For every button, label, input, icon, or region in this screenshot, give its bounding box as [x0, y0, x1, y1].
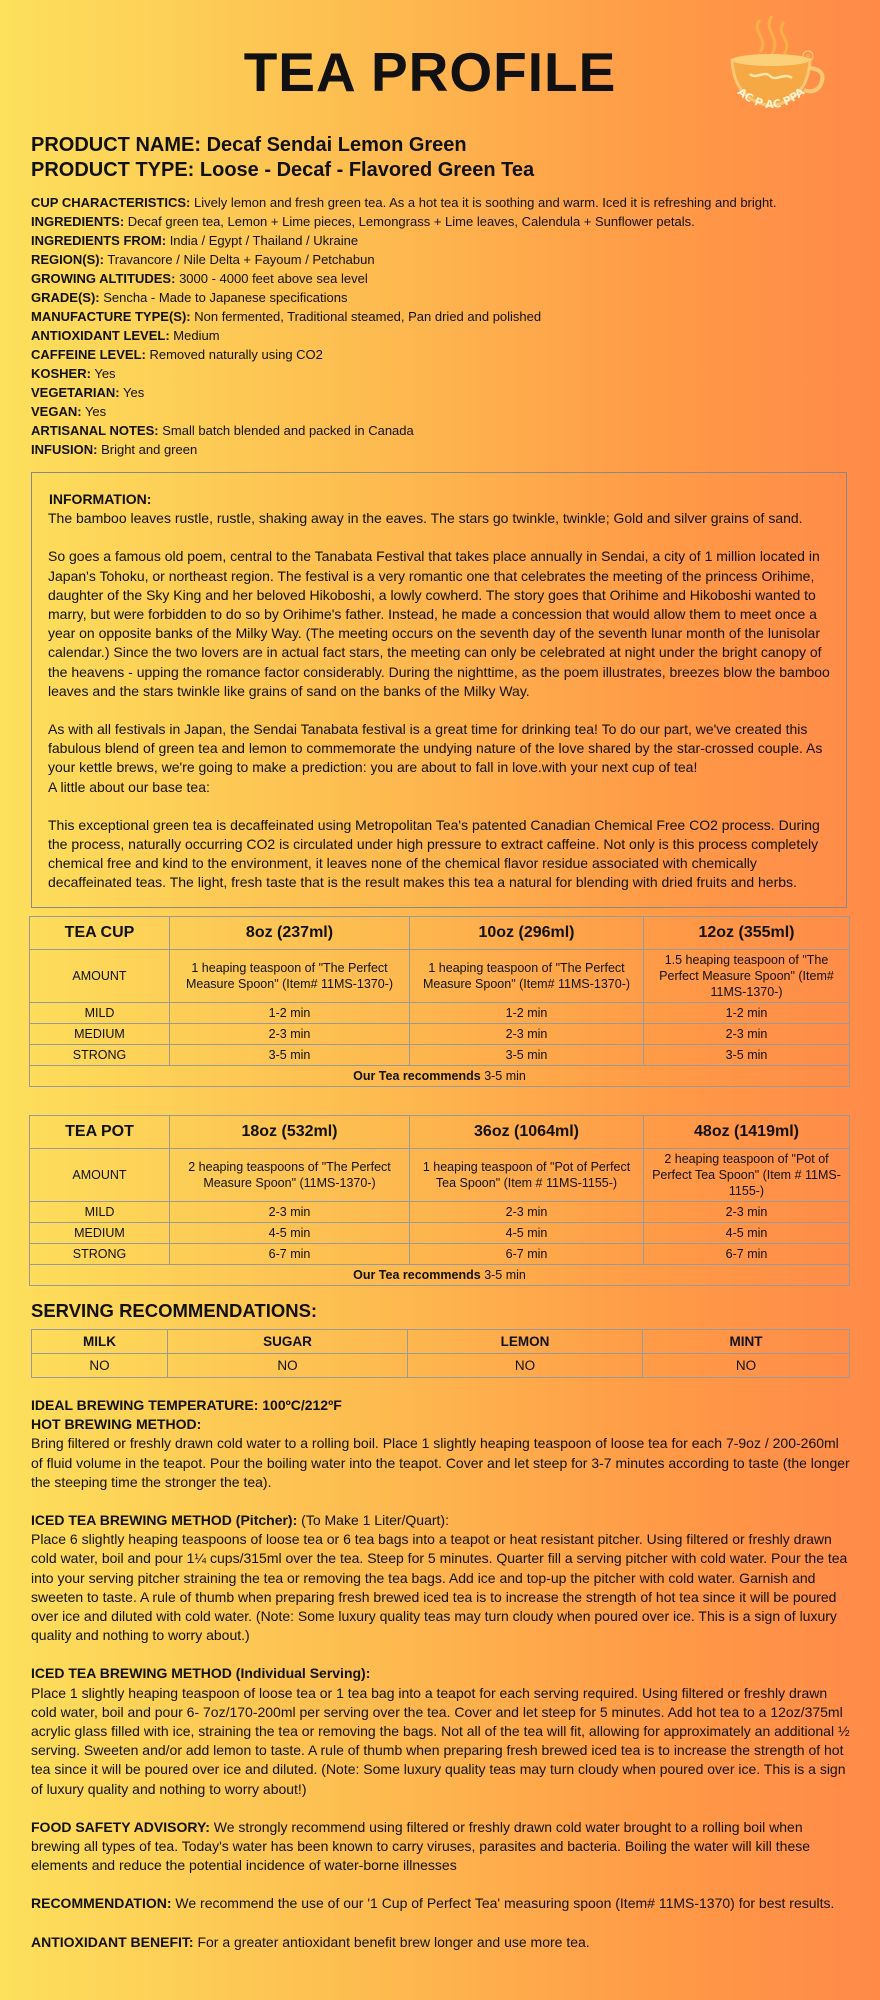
antioxidant-text: For a greater antioxidant benefit brew longer and use more tea.: [197, 1933, 590, 1950]
table-header: MILK: [32, 1330, 168, 1354]
product-type-label: PRODUCT TYPE:: [31, 159, 195, 181]
table-cell: 2-3 min: [644, 1024, 850, 1045]
table-cell: 1 heaping teaspoon of "The Perfect Measure Spoon" (Item# 11MS-1370-): [410, 950, 644, 1003]
table-cell: 6-7 min: [410, 1244, 644, 1265]
information-paragraph: As with all festivals in Japan, the Sendai Tanabata festival is a great time for drinking tea! To do our part, we've created this fabulous blend of green tea and lemon to commemorate the undying nature of the love shared by the star-crossed couple. As your kettle brews, we're going to make a prediction: you are about to fall in love.with your next cup of tea!: [48, 721, 823, 776]
table-header: 10oz (296ml): [410, 917, 644, 950]
product-name-label: PRODUCT NAME:: [31, 134, 201, 156]
table-header: 48oz (1419ml): [644, 1116, 850, 1149]
table-footer-row: [30, 1265, 850, 1286]
table-cell: AMOUNT: [30, 950, 170, 1003]
characteristic-row: MANUFACTURE TYPE(S): Non fermented, Traditional steamed, Pan dried and polished: [31, 309, 542, 324]
table-header: SUGAR: [168, 1330, 408, 1354]
safety-text: We strongly recommend using filtered or freshly drawn cold water brought to a rolling boil when brewing all types of tea. Today's water has been known to carry viruses, parasites and bacteria. Boiling the water will kill these elements and reduce the potential incidence of water-borne illnesses: [31, 1818, 811, 1874]
characteristic-row: ANTIOXIDANT LEVEL: Medium: [31, 328, 220, 343]
recommendation-heading: RECOMMENDATION:: [31, 1895, 172, 1912]
table-cell: 1 heaping teaspoon of "The Perfect Measure Spoon" (Item# 11MS-1370-): [170, 950, 410, 1003]
information-paragraph: So goes a famous old poem, central to the Tanabata Festival that takes place annually in Sendai, a city of 1 million located in Japan's Tohoku, or northeast region. The festival is a very romantic one that celebrates the meeting of the princess Orihime, daughter of the Sky King and her beloved Hikoboshi, a lowly cowherd. The story goes that Orihime and Hikoboshi wanted to marry, but were forbidden to do so by Orihime's father. Instead, he made a concession that would allow them to meet once a year on opposite banks of the Milky Way. (The meeting occurs on the seventh day of the seventh lunar month of the lunisolar calendar.) Since the two lovers are in actual fact stars, the meeting can only be celebrated at night under the bright canopy of the heavens - upping the romance factor considerably. During the nighttime, as the poem illustrates, breezes blow the bamboo leaves and the stars twinkle like grains of sand on the banks of the Milky Way.: [48, 548, 830, 699]
information-heading: INFORMATION:: [49, 491, 152, 507]
table-cell: 2-3 min: [410, 1024, 644, 1045]
table-row: [30, 950, 850, 1003]
table-header: MINT: [643, 1330, 850, 1354]
table-row: [30, 1202, 850, 1223]
brewing-temperature: IDEAL BREWING TEMPERATURE: 100ºC/212ºF: [31, 1397, 342, 1413]
characteristic-row: VEGETARIAN: Yes: [31, 385, 145, 400]
table-cell: 2 heaping teaspoon of "Pot of Perfect Tea Spoon" (Item # 11MS-1155-): [644, 1149, 850, 1202]
tea-cup-table: [29, 916, 850, 1087]
characteristic-row: CUP CHARACTERISTICS: Lively lemon and fresh green tea. As a hot tea it is soothing and warm. Iced it is refreshing and bright.: [31, 195, 777, 210]
product-type: Loose - Decaf - Flavored Green Tea: [199, 159, 535, 181]
information-box: [31, 472, 847, 908]
recommendation-text: We recommend the use of our '1 Cup of Perfect Tea' measuring spoon (Item# 11MS-1370) for best results.: [175, 1895, 835, 1912]
table-cell: 4-5 min: [644, 1223, 850, 1244]
characteristic-row: VEGAN: Yes: [31, 404, 107, 419]
table-cell: 2-3 min: [170, 1202, 410, 1223]
recommend-cell: Our Tea recommends 3-5 min: [30, 1066, 850, 1087]
table-row: [30, 1024, 850, 1045]
characteristic-row: INGREDIENTS FROM: India / Egypt / Thailand / Ukraine: [31, 233, 359, 248]
table-cell: MEDIUM: [30, 1024, 170, 1045]
characteristic-row: REGION(S): Travancore / Nile Delta + Fayoum / Petchabun: [31, 252, 375, 267]
table-header: TEA CUP: [30, 917, 170, 950]
table-header: TEA POT: [30, 1116, 170, 1149]
characteristics-list: [31, 193, 851, 459]
table-cell: 1-2 min: [410, 1003, 644, 1024]
iced-pitcher-text: Place 6 slightly heaping teaspoons of loose tea or 6 tea bags into a teapot or heat resistant pitcher. Using filtered or freshly drawn cold water, boil and pour 1¼ cups/315ml over the tea. Steep for 5 minutes. Quarter fill a serving pitcher with cold water. Pour the tea into your serving pitcher straining the tea or removing the tea bags. Add ice and top-up the pitcher with cold water. Garnish and sweeten to taste. A rule of thumb when preparing fresh brewed iced tea is to increase the strength of hot tea since it will be poured over ice and diluted with cold water. (Note: Some luxury quality teas may turn cloudy when poured over ice. This is a sign of luxury quality and nothing to worry about.): [31, 1531, 848, 1644]
table-row: [30, 1223, 850, 1244]
page-title: TEA PROFILE: [243, 41, 617, 103]
table-header: 8oz (237ml): [170, 917, 410, 950]
table-cell: 3-5 min: [644, 1045, 850, 1066]
table-cell: 2-3 min: [644, 1202, 850, 1223]
table-cell: NO: [643, 1354, 850, 1378]
safety-heading: FOOD SAFETY ADVISORY:: [31, 1818, 210, 1835]
table-cell: STRONG: [30, 1045, 170, 1066]
table-cell: MILD: [30, 1003, 170, 1024]
logo-text: AC P AC PPA: [734, 85, 808, 112]
table-cell: 1-2 min: [170, 1003, 410, 1024]
characteristic-row: INGREDIENTS: Decaf green tea, Lemon + Lime pieces, Lemongrass + Lime leaves, Calendula + Sunflower petals.: [31, 214, 695, 229]
table-cell: 6-7 min: [170, 1244, 410, 1265]
table-cell: MILD: [30, 1202, 170, 1223]
table-row: [30, 1244, 850, 1265]
table-cell: NO: [168, 1354, 408, 1378]
tea-pot-table: [29, 1115, 850, 1286]
table-cell: STRONG: [30, 1244, 170, 1265]
brewing-section: [31, 1396, 851, 1952]
table-cell: 3-5 min: [410, 1045, 644, 1066]
information-paragraph: A little about our base tea:: [48, 778, 210, 795]
serving-heading: SERVING RECOMMENDATIONS:: [31, 1300, 318, 1321]
iced-single-text: Place 1 slightly heaping teaspoon of loose tea or 1 tea bag into a teapot for each serving required. Using filtered or freshly drawn cold water, boil and pour 6- 7oz/170-200ml per serving over the tea. Cover and let steep for 5 minutes. Add hot tea to a 12oz/375ml acrylic glass filled with ice, straining the tea or removing the bags. Not all of the tea will fit, allowing for approximately an additional ½ serving. Sweeten and/or add lemon to taste. A rule of thumb when preparing fresh brewed iced tea is to increase the strength of hot tea since it will be poured over ice and diluted. (Note: Some luxury quality teas may turn cloudy when poured over ice. This is a sign of luxury quality and nothing to worry about!): [31, 1684, 850, 1797]
characteristic-row: KOSHER: Yes: [31, 366, 116, 381]
table-cell: NO: [32, 1354, 168, 1378]
product-block: [31, 133, 534, 183]
registered-mark: ®: [804, 53, 812, 61]
iced-single-heading: ICED TEA BREWING METHOD (Individual Serving):: [31, 1665, 371, 1682]
information-paragraph: The bamboo leaves rustle, rustle, shaking away in the eaves. The stars go twinkle, twinkle; Gold and silver grains of sand.: [48, 510, 803, 527]
table-row: [30, 1149, 850, 1202]
table-cell: NO: [408, 1354, 643, 1378]
table-cell: 1.5 heaping teaspoon of "The Perfect Measure Spoon" (Item# 11MS-1370-): [644, 950, 850, 1003]
characteristic-row: GROWING ALTITUDES: 3000 - 4000 feet above sea level: [31, 271, 368, 286]
hot-method-text: Bring filtered or freshly drawn cold water to a rolling boil. Place 1 slightly heaping teaspoon of loose tea for each 7-9oz / 200-260ml of fluid volume in the teapot. Pour the boiling water into the teapot. Cover and let steep for 3-7 minutes according to taste (the longer the steeping time the stronger the tea).: [31, 1435, 850, 1490]
characteristic-row: CAFFEINE LEVEL: Removed naturally using CO2: [31, 347, 323, 362]
table-header: 36oz (1064ml): [410, 1116, 644, 1149]
tea-cup-logo-icon: [712, 16, 830, 128]
table-cell: 2 heaping teaspoons of "The Perfect Measure Spoon" (11MS-1370-): [170, 1149, 410, 1202]
characteristic-row: ARTISANAL NOTES: Small batch blended and packed in Canada: [31, 423, 414, 438]
product-name: Decaf Sendai Lemon Green: [206, 134, 467, 156]
table-cell: 1-2 min: [644, 1003, 850, 1024]
table-cell: 3-5 min: [170, 1045, 410, 1066]
table-header: LEMON: [408, 1330, 643, 1354]
table-row: [32, 1354, 850, 1378]
table-cell: MEDIUM: [30, 1223, 170, 1244]
table-header: 18oz (532ml): [170, 1116, 410, 1149]
characteristic-row: INFUSION: Bright and green: [31, 442, 198, 457]
information-paragraph: This exceptional green tea is decaffeinated using Metropolitan Tea's patented Canadian Chemical Free CO2 process. During the process, naturally occurring CO2 is circulated under high pressure to extract caffeine. Not only is this process completely chemical free and kind to the environment, it leaves none of the chemical flavor residue associated with chemically decaffeinated teas. The light, fresh taste that is the result makes this tea a natural for blending with dried fruits and herbs.: [48, 816, 820, 891]
iced-pitcher-heading: ICED TEA BREWING METHOD (Pitcher):: [31, 1512, 298, 1529]
iced-pitcher-note: (To Make 1 Liter/Quart):: [301, 1512, 449, 1529]
table-cell: 2-3 min: [410, 1202, 644, 1223]
serving-table: [31, 1329, 850, 1378]
recommend-cell: Our Tea recommends 3-5 min: [30, 1265, 850, 1286]
table-cell: 4-5 min: [410, 1223, 644, 1244]
table-cell: 1 heaping teaspoon of "Pot of Perfect Tea Spoon" (Item # 11MS-1155-): [410, 1149, 644, 1202]
table-cell: 4-5 min: [170, 1223, 410, 1244]
table-cell: 2-3 min: [170, 1024, 410, 1045]
table-footer-row: [30, 1066, 850, 1087]
hot-method-heading: HOT BREWING METHOD:: [31, 1416, 202, 1433]
table-row: [30, 1045, 850, 1066]
table-header: 12oz (355ml): [644, 917, 850, 950]
characteristic-row: GRADE(S): Sencha - Made to Japanese specifications: [31, 290, 348, 305]
antioxidant-heading: ANTIOXIDANT BENEFIT:: [31, 1933, 194, 1950]
table-row: [30, 1003, 850, 1024]
table-cell: 6-7 min: [644, 1244, 850, 1265]
table-cell: AMOUNT: [30, 1149, 170, 1202]
